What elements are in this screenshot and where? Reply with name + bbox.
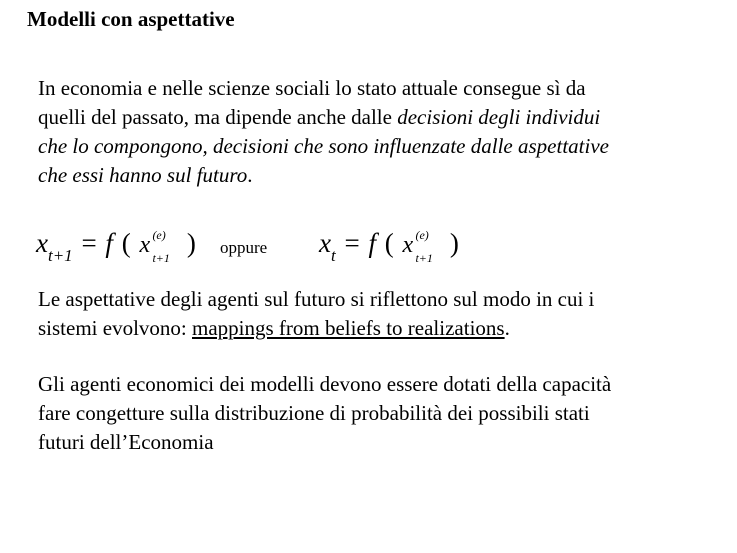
paragraph-agenti-line-1: Gli agenti economici dei modelli devono essere dotati della capacità bbox=[38, 372, 612, 396]
equation-1-x: x bbox=[36, 228, 48, 258]
paragraph-intro-line-4 bbox=[38, 161, 609, 190]
paragraph-aspettative-period: . bbox=[504, 316, 510, 340]
equations-row bbox=[36, 226, 696, 266]
paragraph-intro-line-2 bbox=[38, 103, 609, 132]
paragraph-aspettative-line-2-text: sistemi evolvono: bbox=[38, 316, 192, 340]
equation-2-expected-superscript: (e) bbox=[415, 228, 429, 242]
equation-1 bbox=[36, 226, 198, 264]
equation-1-subscript: t+1 bbox=[47, 246, 73, 265]
paragraph-intro-line-2-text: quelli del passato, ma dipende anche dalle bbox=[38, 105, 398, 129]
equation-1-expected-subscript: t+1 bbox=[152, 251, 170, 265]
paragraph-aspettative-line-2 bbox=[38, 314, 594, 343]
paragraph-agenti bbox=[38, 370, 611, 457]
equation-2-lparen: ( bbox=[384, 228, 394, 258]
paragraph-intro-line-4-text: che essi hanno sul futuro bbox=[38, 163, 248, 187]
equation-1-f: f bbox=[105, 228, 113, 258]
equation-2-expected-x-var: x bbox=[402, 232, 414, 258]
paragraph-agenti-line-3: futuri dell’Economia bbox=[38, 430, 214, 454]
equation-2-expected-x bbox=[402, 228, 441, 265]
equation-2-f: f bbox=[368, 228, 376, 258]
paragraph-intro bbox=[38, 74, 609, 190]
emphasis-decisioni: decisioni degli individui bbox=[397, 105, 601, 129]
equation-1-expected-superscript: (e) bbox=[152, 228, 166, 242]
paragraph-aspettative-line-1: Le aspettative degli agenti sul futuro si riflettono sul modo in cui i bbox=[38, 287, 595, 311]
mappings-underlined: mappings from beliefs to realizations bbox=[192, 316, 505, 340]
equation-2-x: x bbox=[319, 228, 331, 258]
equation-2 bbox=[319, 226, 461, 264]
equation-1-lparen: ( bbox=[121, 228, 131, 258]
equation-2-rparen: ) bbox=[449, 228, 459, 258]
paragraph-intro-period: . bbox=[247, 163, 253, 187]
equation-1-expected-x bbox=[139, 228, 178, 265]
paragraph-agenti-line-2: fare congetture sulla distribuzione di probabilità dei possibili stati bbox=[38, 401, 590, 425]
equation-2-equals: = bbox=[344, 228, 360, 258]
paragraph-intro-line-1: In economia e nelle scienze sociali lo stato attuale consegue sì da bbox=[38, 76, 586, 100]
equation-2-subscript: t bbox=[330, 246, 336, 265]
equation-1-expected-x-var: x bbox=[139, 232, 151, 258]
equation-1-rparen: ) bbox=[186, 228, 196, 258]
paragraph-aspettative bbox=[38, 285, 594, 343]
paragraph-intro-line-3: che lo compongono, decisioni che sono influenzate dalle aspettative bbox=[38, 134, 609, 158]
equation-2-expected-subscript: t+1 bbox=[415, 251, 433, 265]
equation-1-equals: = bbox=[81, 228, 97, 258]
oppure-label: oppure bbox=[220, 238, 268, 257]
slide-title: Modelli con aspettative bbox=[27, 7, 235, 31]
